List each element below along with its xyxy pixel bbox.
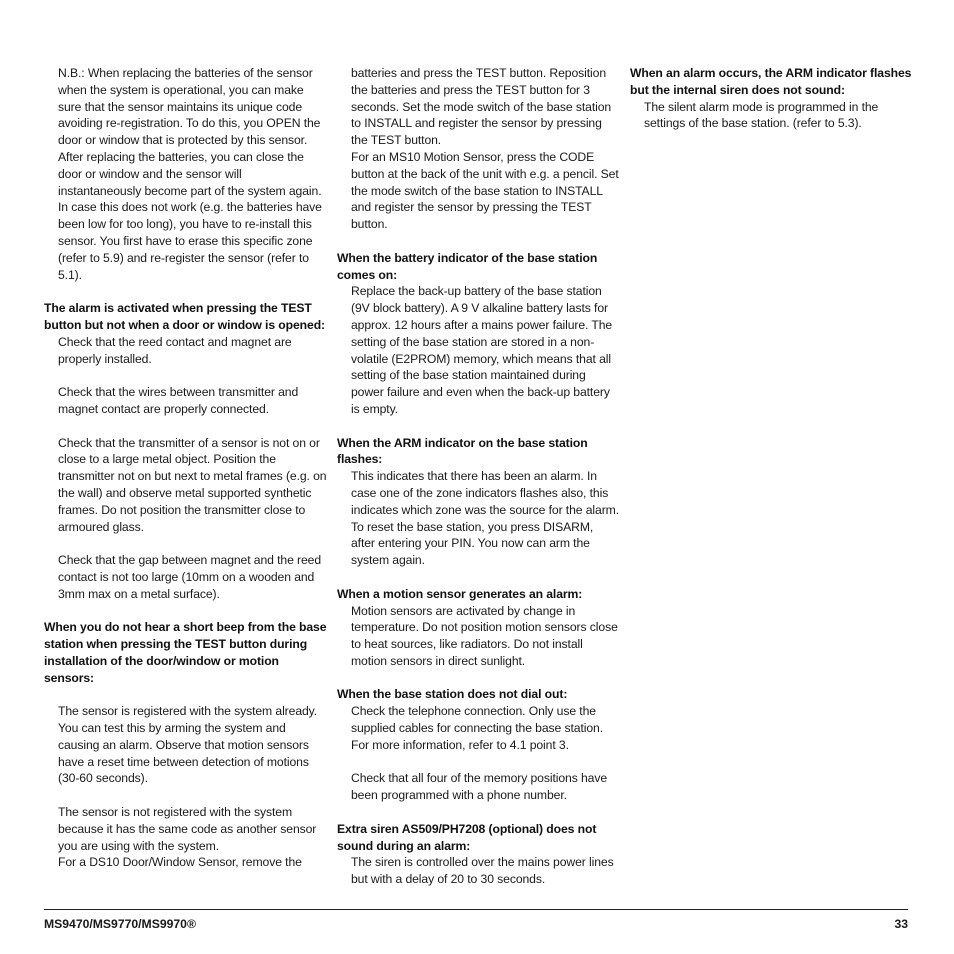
body-paragraph: The sensor is not registered with the system because it has the same code as another sensor you are using with the system. For a DS10 Door/Window Sensor, remove the — [58, 805, 317, 870]
section-heading: When the ARM indicator on the base station flashes: — [337, 435, 588, 467]
section-heading: When you do not hear a short beep from the base station when pressing the TEST button during installation of the door/window or motion sensors: — [44, 620, 327, 685]
column-left — [44, 65, 328, 871]
body-paragraph: This indicates that there has been an alarm. In case one of the zone indicators flashes also, this indicates which zone was the source for the alarm. To reset the base station, you press DISARM, after entering your PIN. You now can arm the system again. — [351, 469, 619, 568]
section-heading: Extra siren AS509/PH7208 (optional) does not sound during an alarm: — [337, 821, 597, 853]
body-paragraph: The sensor is registered with the system already. You can test this by arming the system and causing an alarm. Observe that motion sensors have a reset time between detection of motions (30-60 seconds). — [58, 704, 318, 786]
section-heading: When the base station does not dial out: — [337, 687, 568, 702]
column-right — [630, 65, 912, 132]
body-paragraph: Check that all four of the memory positions have been programmed with a phone number. — [351, 771, 608, 803]
body-paragraph: Check that the wires between transmitter and magnet contact are properly connected. — [58, 385, 299, 416]
body-paragraph: The silent alarm mode is programmed in the settings of the base station. (refer to 5.3). — [644, 99, 879, 131]
section-heading: When an alarm occurs, the ARM indicator flashes but the internal siren does not sound: — [630, 66, 912, 97]
body-paragraph: The siren is controlled over the mains power lines but with a delay of 20 to 30 seconds. — [351, 855, 614, 887]
body-paragraph: Motion sensors are activated by change in temperature. Do not position motion sensors close to heat sources, like radiators. Do not install motion sensors in direct sunlight. — [351, 603, 618, 668]
body-paragraph: Check that the reed contact and magnet are properly installed. — [58, 334, 292, 366]
section-heading: When the battery indicator of the base station comes on: — [337, 250, 598, 282]
column-middle — [337, 65, 619, 888]
body-paragraph: N.B.: When replacing the batteries of the sensor when the system is operational, you can make sure that the sensor maintains its unique code avoiding re-registration. To do this, you OPEN the door or window that is protected by this sensor. After replacing the batteries, you can close the door or window and the sensor will instantaneously become part of the system again. In case this does not work (e.g. the batteries have been low for too long), you have to re-install this sensor. You first have to erase this specific zone (refer to 5.9) and re-register the sensor (refer to 5.1). — [58, 66, 322, 282]
body-paragraph: Replace the back-up battery of the base station (9V block battery). A 9 V alkaline battery lasts for approx. 12 hours after a mains power failure. The setting of the base station are stored in a non-volatile (E2PROM) memory, which means that all setting of the base station maintained during power failure and even when the back-up battery is empty. — [351, 284, 613, 416]
body-paragraph: batteries and press the TEST button. Reposition the batteries and press the TEST button for 3 seconds. Set the mode switch of the base station to INSTALL and register the sensor by pressing the TEST button. For an MS10 Motion Sensor, press the CODE button at the back of the unit with e.g. a pencil. Set the mode switch of the base station to INSTALL and register the sensor by pressing the TEST button. — [351, 66, 619, 232]
body-paragraph: Check that the gap between magnet and the reed contact is not too large (10mm on a wooden and 3mm max on a metal surface). — [58, 553, 322, 601]
section-heading: When a motion sensor generates an alarm: — [337, 586, 583, 601]
footer-model-name: MS9470/MS9770/MS9970® — [44, 917, 196, 931]
footer-divider — [44, 909, 908, 910]
section-heading: The alarm is activated when pressing the TEST button but not when a door or window is opened: — [44, 301, 325, 332]
body-paragraph: Check the telephone connection. Only use the supplied cables for connecting the base station. For more information, refer to 4.1 point 3. — [351, 704, 603, 752]
body-paragraph: Check that the transmitter of a sensor is not on or close to a large metal object. Position the transmitter not on but next to metal frames (e.g. on the wall) and observe metal supported synthetic frames. Do not position the transmitter close to armoured glass. — [58, 435, 327, 534]
page-number: 33 — [894, 917, 908, 931]
